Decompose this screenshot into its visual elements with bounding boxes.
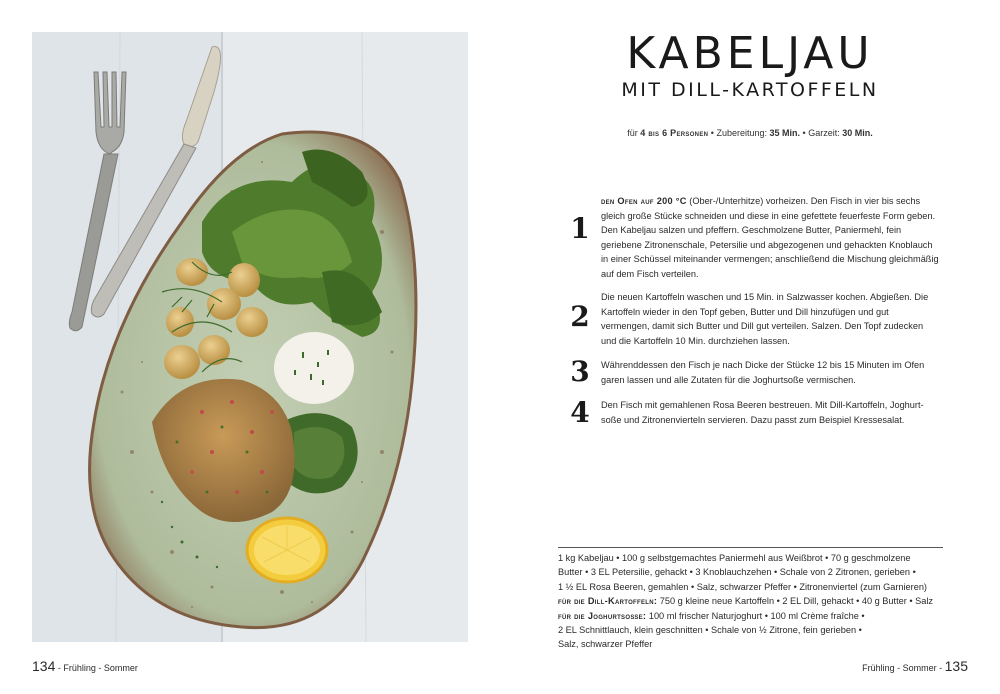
page-folio-right [862, 658, 968, 674]
ingredients-yogurt-label: für die Joghurtsoße: [558, 610, 647, 621]
meta-prep-label: Zubereitung: [716, 128, 767, 138]
ingredients-line: 2 EL Schnittlauch, klein geschnitten • Schale von ½ Zitrone, fein gerieben • [558, 625, 862, 636]
ingredients-line-potatoes [558, 594, 948, 608]
step-text: Den Fisch mit gemahlenen Rosa Beeren bestreuen. Mit Dill-Kartoffeln, Joghurtsoße und Zitronenvierteln servieren. Dazu passt zum Beispiel Kressesalat. [601, 400, 924, 425]
recipe-photo [32, 32, 468, 642]
page-number-right: 135 [944, 658, 968, 674]
ingredients-yogurt-text: 100 ml frischer Naturjoghurt • 100 ml Crème fraîche • [646, 610, 865, 621]
recipe-meta [560, 128, 940, 138]
running-footer-right: Frühling - Sommer - [862, 663, 945, 673]
step-number: 2 [570, 300, 590, 333]
ingredients-line: Salz, schwarzer Pfeffer [558, 639, 653, 650]
recipe-subtitle: MIT DILL-KARTOFFELN [621, 79, 879, 101]
step-body: (Ober-/Unterhitze) vorheizen. Den Fisch in vier bis sechs gleich große Stücke schneiden und diese in eine gefettete feuerfeste Form geben. Den Kabeljau salzen und pfeffern. Geschmolzene Butter, Paniermehl, fein geriebene Zitronenschale, Petersilie und abgezogenen und gehackten Knoblauch in einer Schüssel miteinander vermengen; anschließend die Mischung gleichmäßig auf dem Fisch verteilen. [601, 196, 939, 279]
recipe-title: KABELJAU [626, 28, 874, 79]
step-text: Die neuen Kartoffeln waschen und 15 Min. in Salzwasser kochen. Abgießen. Die Kartoffeln wieder in den Topf geben, Butter und Dill hinzufügen und gut vermengen, damit sich Butter und Dill gut verteilen. Salzen. Den Topf zudecken und die Kartoffeln 10 Min. durchziehen lassen. [601, 292, 929, 346]
ingredients-line: 1 kg Kabeljau • 100 g selbstgemachtes Paniermehl aus Weißbrot • 70 g geschmolzene [558, 553, 911, 563]
page-folio-left [32, 658, 138, 674]
ingredients-potato-text: 750 g kleine neue Kartoffeln • 2 EL Dill, gehackt • 40 g Butter • Salz [657, 596, 933, 607]
meta-prep-value: 35 Min. [769, 128, 801, 138]
running-footer-left: - Frühling - Sommer [55, 663, 138, 673]
meta-cook-value: 30 Min. [842, 128, 873, 138]
ingredients-potato-label: für die Dill-Kartoffeln: [558, 596, 658, 607]
yogurt-sauce [274, 332, 354, 404]
step-number: 1 [570, 212, 590, 245]
step-text: Währenddessen den Fisch je nach Dicke der Stücke 12 bis 15 Minuten im Ofen garen lassen und alle Zutaten für die Joghurtsoße vermischen. [601, 360, 925, 385]
lemon-wedge [247, 518, 327, 582]
meta-for-label: für [627, 128, 638, 138]
ingredients-line: 1 ½ EL Rosa Beeren, gemahlen • Salz, schwarzer Pfeffer • Zitronenviertel (zum Garnieren) [558, 581, 927, 592]
page-number-left: 134 [32, 658, 56, 674]
step-text [601, 194, 939, 282]
step-lead: den Ofen auf 200 °C [601, 196, 687, 206]
ingredients-line-yogurt [558, 609, 948, 623]
step-2 [565, 290, 945, 350]
step-3 [565, 355, 945, 390]
step-1 [565, 194, 945, 284]
ingredients-list [558, 551, 948, 652]
ingredients-divider [558, 547, 943, 548]
step-number: 3 [570, 355, 590, 388]
step-number: 4 [570, 396, 590, 429]
meta-persons: 4 bis 6 Personen [640, 128, 709, 138]
ingredients-line: Butter • 3 EL Petersilie, gehackt • 3 Knoblauchzehen • Schale von 2 Zitronen, gerieben • [558, 567, 916, 578]
meta-bullet: • [802, 128, 806, 138]
step-4 [565, 398, 945, 430]
meta-bullet: • [710, 128, 714, 138]
meta-cook-label: Garzeit: [808, 128, 840, 138]
